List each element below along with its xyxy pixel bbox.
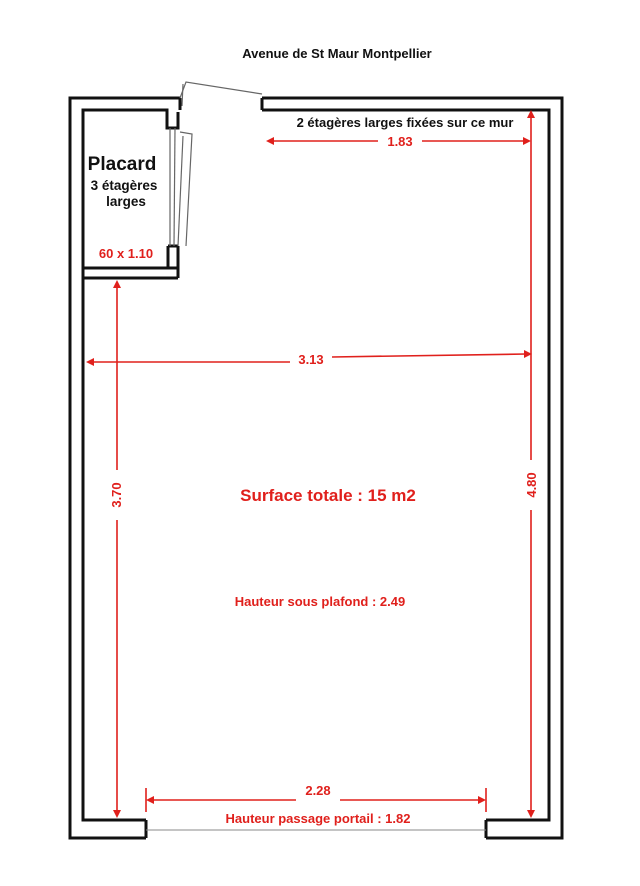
ceiling-height: Hauteur sous plafond : 2.49 bbox=[234, 594, 406, 609]
total-surface: Surface totale : 15 m2 bbox=[240, 486, 416, 505]
dimension-left-height bbox=[109, 280, 124, 818]
dimension-right-height bbox=[524, 110, 539, 818]
dimension-width-label: 3.13 bbox=[298, 352, 324, 367]
dimension-top-wall bbox=[266, 133, 531, 149]
exterior-walls bbox=[70, 98, 562, 838]
dimension-left-height-label: 3.70 bbox=[109, 482, 124, 508]
closet-shelves-line1: 3 étagères bbox=[90, 178, 158, 193]
dimension-width bbox=[86, 350, 532, 367]
dimension-gate-width-label: 2.28 bbox=[305, 783, 331, 798]
dimension-gate-width bbox=[146, 783, 486, 812]
dimension-right-height-label: 4.80 bbox=[524, 472, 539, 498]
door-sketch bbox=[170, 82, 262, 246]
gate-height: Hauteur passage portail : 1.82 bbox=[225, 811, 411, 826]
closet-size: 60 x 1.10 bbox=[98, 246, 154, 261]
street-label: Avenue de St Maur Montpellier bbox=[242, 46, 432, 61]
closet-title: Placard bbox=[87, 154, 157, 175]
closet-shelves-line2: larges bbox=[106, 194, 146, 209]
wall-shelves-note: 2 étagères larges fixées sur ce mur bbox=[296, 115, 514, 130]
dimension-top-wall-label: 1.83 bbox=[387, 134, 413, 149]
